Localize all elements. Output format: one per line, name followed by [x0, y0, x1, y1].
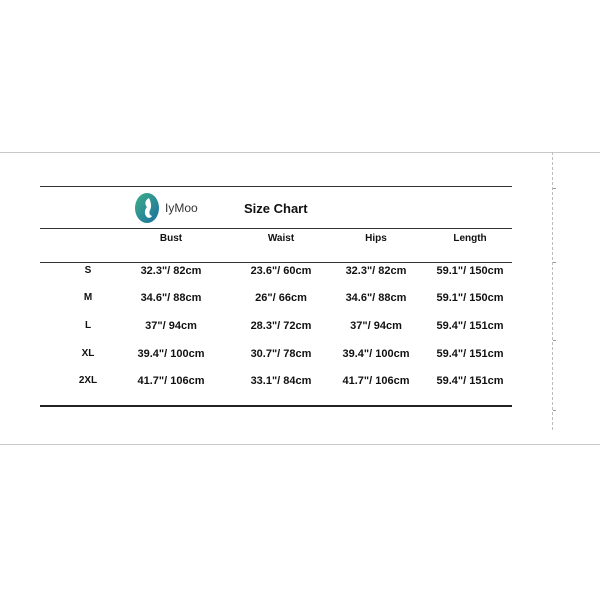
- size-label: S: [84, 265, 92, 276]
- chart-title: Size Chart: [244, 201, 308, 216]
- length-cell: 59.4"/ 151cm: [436, 375, 504, 387]
- length-cell: 59.4"/ 151cm: [436, 348, 504, 360]
- bust-cell: 32.3"/ 82cm: [140, 265, 202, 277]
- hips-cell: 37"/ 94cm: [350, 320, 402, 332]
- bust-cell: 37"/ 94cm: [145, 320, 197, 332]
- rule-tick: [553, 188, 556, 189]
- length-cell: 59.1"/ 150cm: [436, 292, 504, 304]
- length-cell: 59.4"/ 151cm: [436, 320, 504, 332]
- rule-tick: [553, 262, 556, 263]
- column-header-length: Length: [453, 233, 487, 244]
- rule-tick: [553, 340, 556, 341]
- column-header-hips: Hips: [365, 233, 387, 244]
- bust-cell: 41.7"/ 106cm: [137, 375, 205, 387]
- size-label: 2XL: [78, 375, 98, 386]
- column-header-waist: Waist: [267, 233, 295, 244]
- bust-cell: 34.6"/ 88cm: [140, 292, 202, 304]
- body-rule: [40, 262, 512, 263]
- size-label: M: [83, 292, 93, 303]
- length-cell: 59.1"/ 150cm: [436, 265, 504, 277]
- hips-cell: 32.3"/ 82cm: [345, 265, 407, 277]
- waist-cell: 30.7"/ 78cm: [250, 348, 312, 360]
- brand-logo-icon: [134, 192, 160, 224]
- waist-cell: 26"/ 66cm: [255, 292, 307, 304]
- waist-cell: 28.3"/ 72cm: [250, 320, 312, 332]
- size-label: XL: [81, 348, 95, 359]
- waist-cell: 33.1"/ 84cm: [250, 375, 312, 387]
- hips-cell: 39.4"/ 100cm: [342, 348, 410, 360]
- right-dashed-rule: [552, 152, 553, 430]
- hips-cell: 34.6"/ 88cm: [345, 292, 407, 304]
- bottom-rule: [40, 405, 512, 407]
- brand-name: IyMoo: [165, 201, 198, 215]
- rule-tick: [553, 410, 556, 411]
- hips-cell: 41.7"/ 106cm: [342, 375, 410, 387]
- waist-cell: 23.6"/ 60cm: [250, 265, 312, 277]
- bust-cell: 39.4"/ 100cm: [137, 348, 205, 360]
- top-rule: [40, 186, 512, 187]
- header-rule: [40, 228, 512, 229]
- size-label: L: [84, 320, 92, 331]
- column-header-bust: Bust: [159, 233, 183, 244]
